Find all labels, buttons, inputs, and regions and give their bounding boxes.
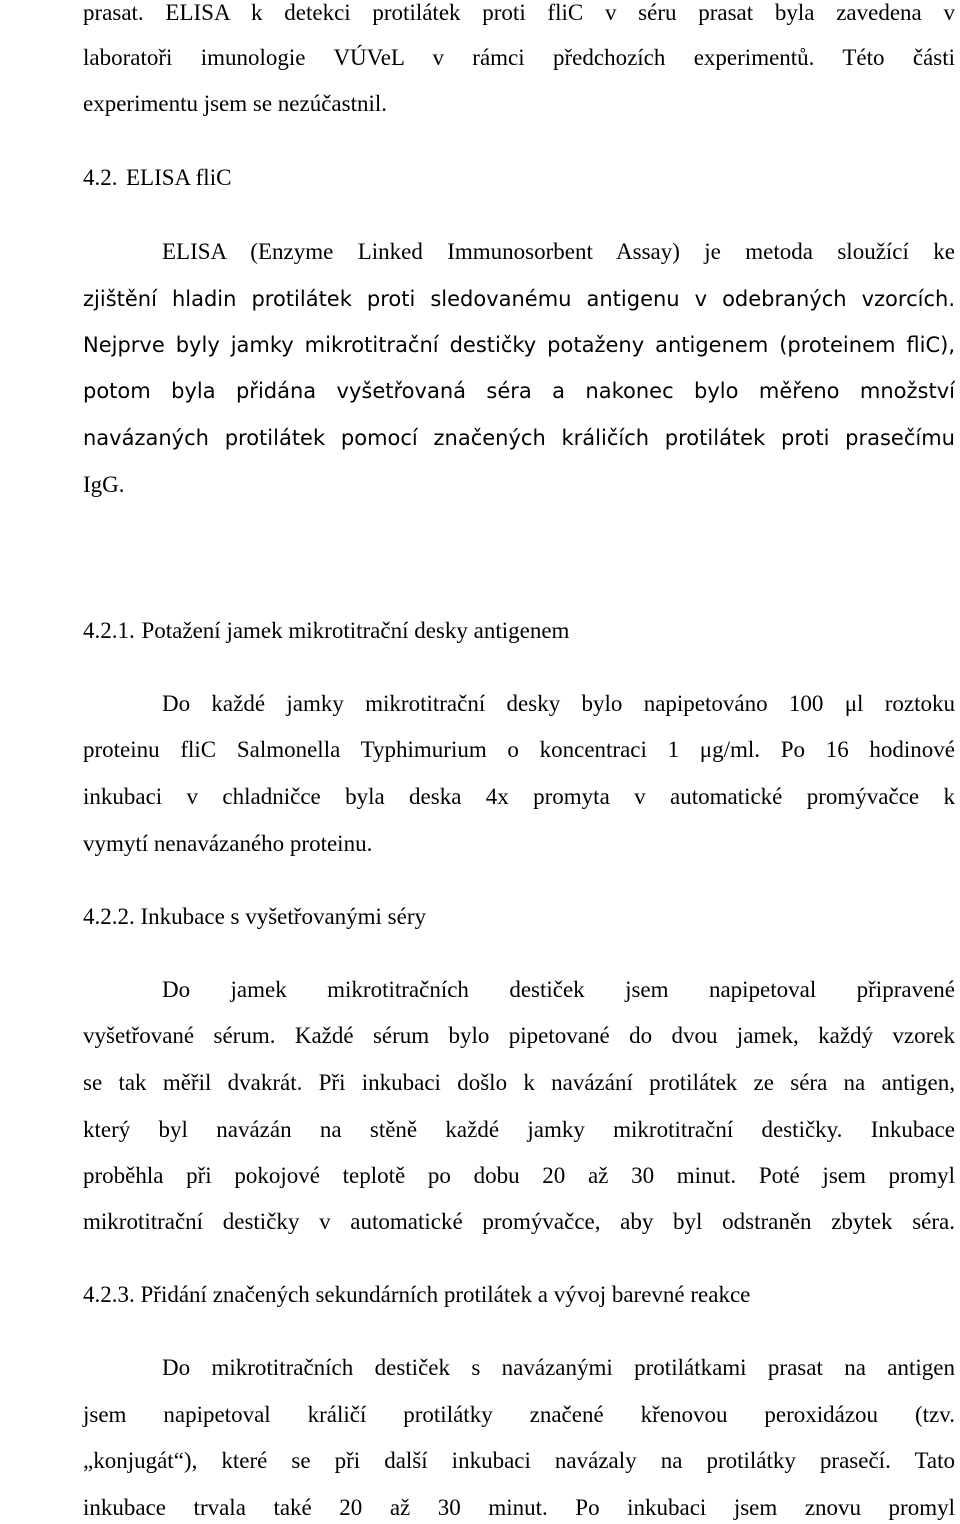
section-number: 4.2.3. (83, 1282, 135, 1307)
text-line: který byl navázán na stěně každé jamky mikrotitrační destičky. Inkubace (83, 1117, 955, 1142)
section-title (84, 618, 955, 644)
text-line: prasat. ELISA k detekci protilátek proti fliC v séru prasat byla zavedena v (83, 0, 955, 25)
text-line: proběhla při pokojové teplotě po dobu 20 až 30 minut. Poté jsem promyl (83, 1163, 955, 1188)
text-line: se tak měřil dvakrát. Při inkubaci došlo k navázání protilátek ze séra na antigen, (83, 1070, 955, 1095)
text-line: inkubaci v chladničce byla deska 4x promyta v automatické promývačce k (83, 784, 955, 809)
text-line: inkubace trvala také 20 až 30 minut. Po inkubaci jsem znovu promyl (83, 1495, 955, 1520)
text-line: laboratoři imunologie VÚVeL v rámci předchozích experimentů. Této části (83, 45, 955, 70)
section-title: ELISA fliC (126, 165, 232, 190)
text-line: Do každé jamky mikrotitrační desky bylo napipetováno 100 μl roztoku (162, 691, 955, 716)
text-line: Do jamek mikrotitračních destiček jsem napipetoval připravené (162, 977, 955, 1002)
text-line: „konjugát“), které se při další inkubaci navázaly na protilátky prasečí. Tato (83, 1448, 955, 1473)
text-line: navázaných protilátek pomocí značených králičích protilátek proti prasečímu (83, 426, 955, 450)
text-line: ELISA (Enzyme Linked Immunosorbent Assay) je metoda sloužící ke (162, 239, 955, 264)
text-line: jsem napipetoval králičí protilátky značené křenovou peroxidázou (tzv. (83, 1402, 955, 1427)
text-line: vyšetřované sérum. Každé sérum bylo pipetované do dvou jamek, každý vzorek (83, 1023, 955, 1048)
text-line: mikrotitrační destičky v automatické promývačce, aby byl odstraněn zbytek séra. (83, 1209, 955, 1234)
section-number: 4.2. (83, 165, 118, 190)
text-line: zjištění hladin protilátek proti sledovanému antigenu v odebraných vzorcích. (83, 287, 955, 311)
section-title-text: Inkubace s vyšetřovanými séry (140, 904, 427, 929)
text-line: experimentu jsem se nezúčastnil. (83, 91, 388, 116)
text-line: potom byla přidána vyšetřovaná séra a nakonec bylo měřeno množství (83, 379, 955, 403)
section-number: 4.2.2. (83, 904, 135, 929)
text-line: Nejprve byly jamky mikrotitrační destičky potaženy antigenem (proteinem fliC), (83, 333, 955, 357)
section-title-text: Přidání značených sekundárních protilátek a vývoj barevné reakce (140, 1282, 751, 1307)
section-number: 4.2.1. (83, 618, 135, 643)
text-line: vymytí nenavázaného proteinu. (83, 831, 373, 856)
text-line: IgG. (83, 472, 125, 497)
section-title (83, 904, 955, 930)
section-title-text: Potažení jamek mikrotitrační desky antigenem (141, 618, 570, 643)
section-title (83, 1282, 955, 1308)
text-line: proteinu fliC Salmonella Typhimurium o koncentraci 1 μg/ml. Po 16 hodinové (83, 737, 955, 762)
text-line: Do mikrotitračních destiček s navázanými protilátkami prasat na antigen (162, 1355, 955, 1380)
